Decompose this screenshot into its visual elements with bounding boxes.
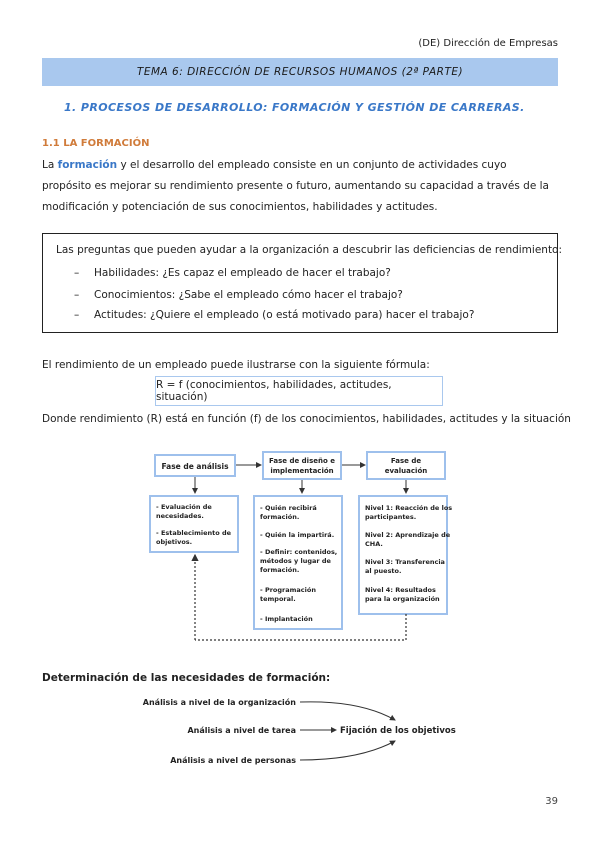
formula-explanation: Donde rendimiento (R) está en función (f) de los conocimientos, habilidades, actitudes y la situación bbox=[42, 413, 571, 425]
analysis-item: - Evaluación de bbox=[156, 503, 212, 511]
design-item: - Definir: contenidos, bbox=[260, 548, 338, 556]
bullet-dash: – bbox=[74, 267, 80, 279]
evaluation-item: participantes. bbox=[365, 513, 417, 521]
needs-level-organization: Análisis a nivel de la organización bbox=[142, 698, 296, 707]
phase-evaluation-header-label-2: evaluación bbox=[384, 467, 428, 475]
design-item: formación. bbox=[260, 566, 300, 574]
question-text: Habilidades: ¿Es capaz el empleado de hacer el trabajo? bbox=[94, 267, 391, 279]
phase-design-header-label-2: implementación bbox=[270, 467, 334, 475]
analysis-item: objetivos. bbox=[156, 538, 193, 546]
analysis-item: - Establecimiento de bbox=[156, 529, 232, 537]
design-item: - Programación bbox=[260, 586, 316, 594]
formula-text: R = f (conocimientos, habilidades, actitudes, situación) bbox=[156, 379, 392, 403]
design-item: temporal. bbox=[260, 595, 296, 603]
page-number: 39 bbox=[545, 796, 558, 807]
phase-analysis-header-label: Fase de análisis bbox=[161, 462, 229, 471]
evaluation-item: Nivel 3: Transferencia bbox=[365, 558, 445, 566]
question-text: Conocimientos: ¿Sabe el empleado cómo hacer el trabajo? bbox=[94, 289, 403, 301]
topic-title: TEMA 6: DIRECCIÓN DE RECURSOS HUMANOS (2ª PARTE) bbox=[136, 66, 464, 78]
needs-level-task: Análisis a nivel de tarea bbox=[187, 726, 296, 735]
bullet-dash: – bbox=[74, 309, 80, 321]
evaluation-item: para la organización bbox=[365, 595, 440, 603]
needs-level-people: Análisis a nivel de personas bbox=[170, 756, 296, 765]
intro-rest: y el desarrollo del empleado consiste en un conjunto de actividades cuyo propósito es mejorar su rendimiento presente o futuro, aumentando su capacidad a través de la modificación y potenciación de sus conocimientos, habilidades y actitudes. bbox=[42, 159, 549, 213]
formula-lead: El rendimiento de un empleado puede ilustrarse con la siguiente fórmula: bbox=[42, 359, 430, 371]
design-item: - Quién la impartirá. bbox=[260, 531, 335, 539]
formacion-highlight: formación bbox=[57, 159, 118, 171]
design-item: - Implantación bbox=[260, 615, 313, 623]
section-title: 1. PROCESOS DE DESARROLLO: FORMACIÓN Y GESTIÓN DE CARRERAS. bbox=[64, 101, 525, 114]
evaluation-item: CHA. bbox=[365, 540, 383, 548]
intro-prefix: La bbox=[42, 159, 58, 171]
phase-design-header-label-1: Fase de diseño e bbox=[269, 457, 335, 465]
design-item: métodos y lugar de bbox=[260, 557, 331, 565]
design-item: - Quién recibirá bbox=[260, 504, 317, 512]
question-text: Actitudes: ¿Quiere el empleado (o está motivado para) hacer el trabajo? bbox=[94, 309, 475, 321]
evaluation-item: al puesto. bbox=[365, 567, 402, 575]
needs-title: Determinación de las necesidades de formación: bbox=[42, 672, 331, 684]
subsection-title: 1.1 LA FORMACIÓN bbox=[42, 138, 150, 149]
evaluation-item: Nivel 4: Resultados bbox=[365, 586, 436, 594]
design-item: formación. bbox=[260, 513, 300, 521]
analysis-item: necesidades. bbox=[156, 512, 204, 520]
phase-evaluation-header-label-1: Fase de bbox=[390, 457, 422, 465]
document-header: (DE) Dirección de Empresas bbox=[418, 38, 558, 49]
questions-intro: Las preguntas que pueden ayudar a la organización a descubrir las deficiencias de rendimiento: bbox=[56, 244, 563, 256]
evaluation-item: Nivel 1: Reacción de los bbox=[365, 504, 453, 512]
needs-target: Fijación de los objetivos bbox=[340, 726, 456, 736]
evaluation-item: Nivel 2: Aprendizaje de bbox=[365, 531, 451, 539]
bullet-dash: – bbox=[74, 289, 80, 301]
